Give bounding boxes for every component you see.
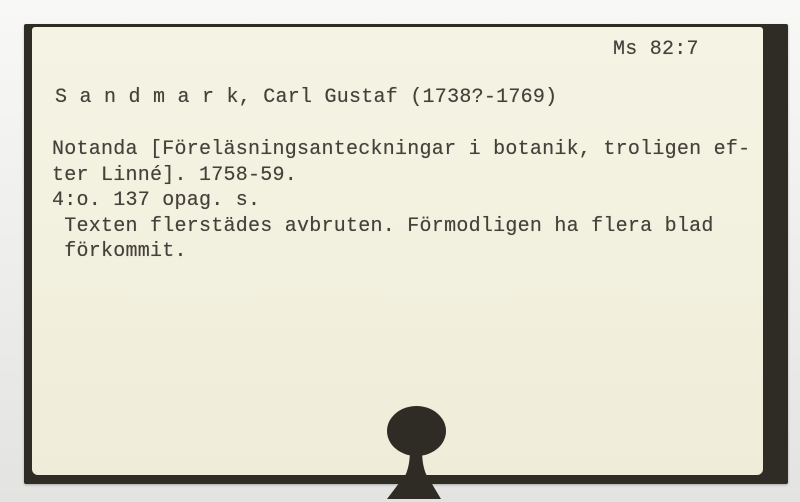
description-line-4: Texten flerstädes avbruten. Förmodligen ha flera blad [52,214,714,238]
card-mount-frame [24,24,788,484]
keyhole-punch-icon [354,402,478,502]
description-block [52,137,750,265]
description-line-1: Notanda [Föreläsningsanteckningar i botanik, troligen ef- [52,138,751,161]
description-line-3: 4:o. 137 opag. s. [52,189,261,212]
description-line-2: ter Linné]. 1758-59. [52,163,298,187]
description-line-5: förkommit. [52,240,187,263]
shelfmark: Ms 82:7 [613,38,699,61]
author-heading: S a n d m a r k, Carl Gustaf (1738?-1769) [55,86,558,109]
